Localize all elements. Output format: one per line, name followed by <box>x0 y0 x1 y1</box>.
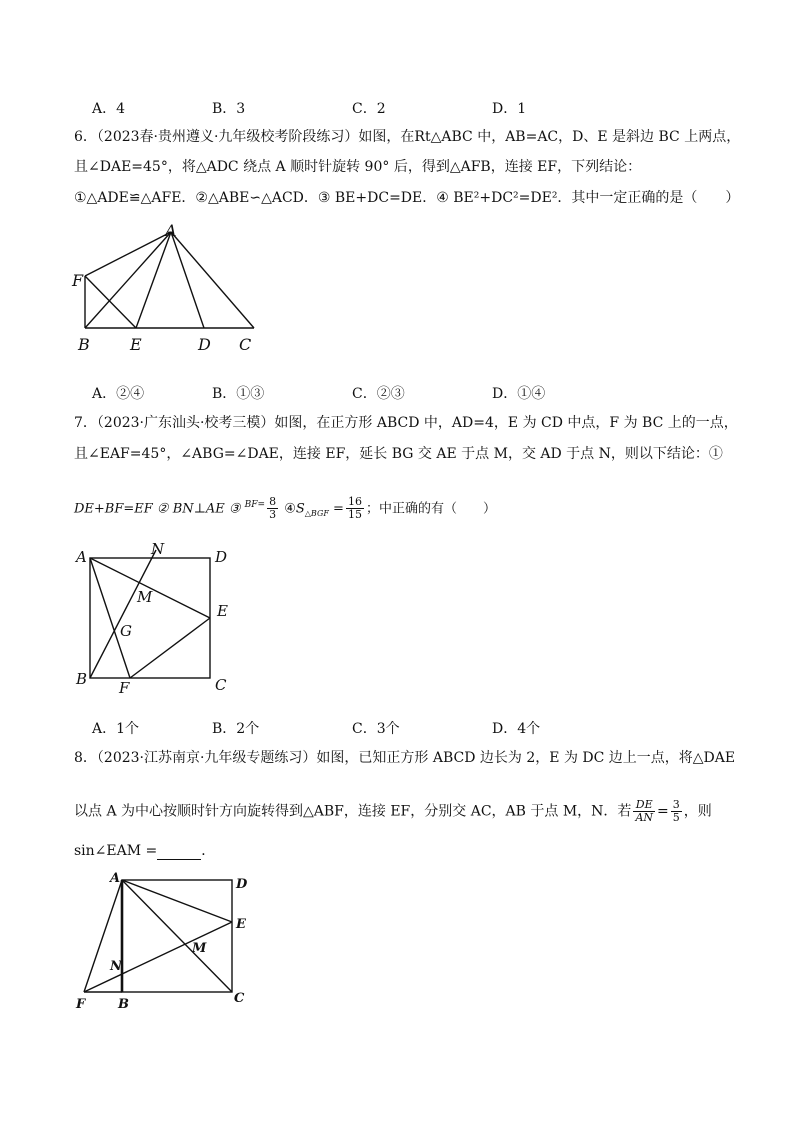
q7-l3-bf: BF= <box>244 500 266 510</box>
q6-figure <box>70 220 270 360</box>
q7-seg-ef <box>130 618 210 678</box>
q6-option-b: B．①③ <box>212 386 265 402</box>
q7-l3-part-a: DE+BF=EF ② BN⊥AE ③ <box>74 501 241 517</box>
q7-option-c: C．3个 <box>352 721 400 737</box>
q8-l2-eq: = <box>657 803 669 820</box>
q8-label-f: F <box>76 997 86 1012</box>
q7-fraction-2 <box>346 496 364 521</box>
q7-text-line2: 且∠EAF=45°，∠ABG=∠DAE，连接 EF，延长 BG 交 AE 于点 M，交 AD 于点 N，则以下结论：① <box>74 446 723 462</box>
q8-label-d: D <box>236 877 248 892</box>
q8-seg-af <box>84 880 122 992</box>
q8-label-m: M <box>192 941 207 956</box>
q5-option-c: C．2 <box>352 101 386 117</box>
q8-label-c: C <box>234 991 245 1006</box>
q8-l2-part-b: ，则 <box>683 803 712 820</box>
q8-seg-ef <box>84 922 232 992</box>
q7-frac2-num: 16 <box>347 495 362 509</box>
q7-frac2-den: 15 <box>347 508 362 522</box>
q6-label-e: E <box>130 335 142 354</box>
q6-label-f: F <box>72 271 84 290</box>
q6-label-a: A <box>165 221 177 240</box>
q7-l3-part-c: ；中正确的有（ ） <box>365 501 496 517</box>
q8-label-e: E <box>236 917 246 932</box>
q8-fraction-3-5 <box>671 799 682 824</box>
q5-option-a: A．4 <box>92 101 126 117</box>
q7-label-n: N <box>151 540 165 558</box>
q8-text-line1: 8．（2023·江苏南京·九年级专题练习）如图，已知正方形 ABCD 边长为 2，E 为 DC 边上一点，将△DAE <box>74 750 736 766</box>
q8-l2-part-a: 以点 A 为中心按顺时针方向旋转得到△ABF，连接 EF，分别交 AC，AB 于点 M，N．若 <box>74 803 632 820</box>
q7-text-line1: 7．（2023·广东汕头·校考三模）如图，在正方形 ABCD 中，AD=4，E 为 CD 中点，F 为 BC 上的一点， <box>74 415 738 431</box>
q8-l3-end: ． <box>201 843 216 859</box>
q7-seg-af <box>90 558 130 678</box>
q8-frac-den: AN <box>635 811 654 824</box>
q6-text-line1: 6．（2023春·贵州遵义·九年级校考阶段练习）如图，在Rt△ABC 中，AB=AC，D、E 是斜边 BC 上两点， <box>74 129 741 145</box>
q6-seg-ad <box>171 232 204 328</box>
q7-text-line3 <box>74 496 496 523</box>
q8-seg-ac <box>122 880 232 992</box>
q7-label-f: F <box>119 679 130 697</box>
q6-text-line2: 且∠DAE=45°，将△ADC 绕点 A 顺时针旋转 90° 后，得到△AFB，连接 EF，下列结论： <box>74 159 642 175</box>
q6-option-a: A．②④ <box>92 386 145 402</box>
q7-option-d: D．4个 <box>492 721 541 737</box>
q6-seg-ac <box>171 232 254 328</box>
q6-label-c: C <box>239 335 252 354</box>
q8-label-n: N <box>110 959 122 974</box>
q7-option-a: A．1个 <box>92 721 140 737</box>
q6-seg-ae <box>136 232 171 328</box>
q7-option-b: B．2个 <box>212 721 260 737</box>
q8-frac2-num: 3 <box>672 798 680 811</box>
q6-text-line3: ①△ADE≌△AFE．②△ABE∽△ACD．③ BE+DC=DE．④ BE²+DC²=DE²．其中一定正确的是（ ） <box>74 190 740 206</box>
q8-seg-ae <box>122 880 232 922</box>
q5-option-d: D．1 <box>492 101 527 117</box>
q7-label-c: C <box>215 676 227 694</box>
q7-l3-s: S <box>295 501 305 517</box>
q6-label-b: B <box>78 335 90 354</box>
q7-frac1-den: 3 <box>269 508 277 522</box>
q7-label-b: B <box>76 670 88 688</box>
q7-label-e: E <box>217 602 228 620</box>
q8-text-line3 <box>74 842 215 860</box>
q6-option-c: C．②③ <box>352 386 405 402</box>
q8-frac2-den: 5 <box>672 811 680 824</box>
q6-seg-ab <box>85 232 171 328</box>
q5-option-b: B．3 <box>212 101 246 117</box>
q7-figure <box>72 540 262 700</box>
q7-label-a: A <box>76 548 87 566</box>
q6-label-d: D <box>198 335 211 354</box>
q8-frac-num: DE <box>633 799 655 812</box>
q8-figure <box>68 866 268 1016</box>
q7-l3-eq: = <box>333 501 344 517</box>
q7-label-m: M <box>137 588 153 606</box>
q7-l3-sub: △BGF <box>304 508 329 518</box>
q7-label-g: G <box>120 622 132 640</box>
q8-label-b: B <box>118 997 129 1012</box>
q8-answer-blank <box>157 845 201 860</box>
q7-label-d: D <box>215 548 228 566</box>
q8-text-line2 <box>74 799 712 824</box>
q8-label-a: A <box>110 871 121 886</box>
q7-frac1-num: 8 <box>269 495 277 509</box>
q8-l3-text: sin∠EAM = <box>74 843 158 859</box>
q6-option-d: D．①④ <box>492 386 546 402</box>
q7-square-abcd <box>90 558 210 678</box>
q8-fraction-de-an <box>633 799 655 824</box>
q7-l3-part-b: ④ <box>284 501 296 517</box>
q7-fraction-1 <box>267 496 278 521</box>
